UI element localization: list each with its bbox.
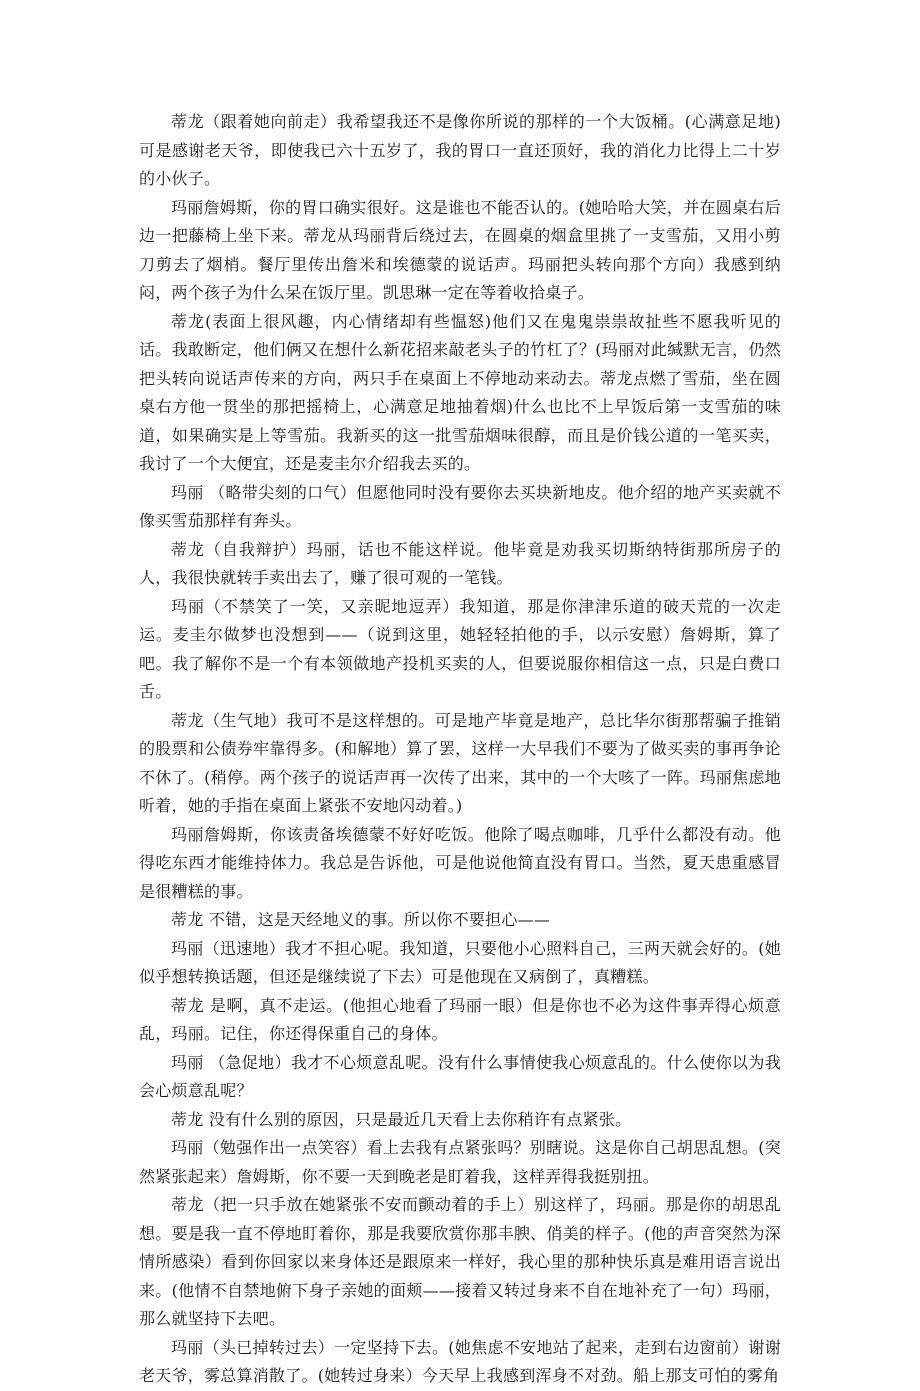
paragraph: 蒂龙（跟着她向前走）我希望我还不是像你所说的那样的一个大饭桶。(心满意足地)可是感谢老天爷，即使我已六十五岁了，我的胃口一直还顶好，我的消化力比得上二十岁的小伙子。 [139, 112, 781, 188]
paragraph: 玛丽（头已掉转过去）一定坚持下去。(她焦虑不安地站了起来，走到右边窗前）谢谢老天爷，雾总算消散了。(她转过身来）今天早上我感到浑身不对劲。船上那支可怕的雾角 [139, 1337, 781, 1385]
paragraph: 玛丽詹姆斯，你的胃口确实很好。这是谁也不能否认的。(她哈哈大笑，并在圆桌右后边一把藤椅上坐下来。蒂龙从玛丽背后绕过去，在圆桌的烟盒里挑了一支雪茄，又用小剪刀剪去了烟梢。餐厅里传出詹米和埃德蒙的说话声。玛丽把头转向那个方向）我感到纳闷，两个孩子为什么呆在饭厅里。凯思琳一定在等着收拾桌子。 [139, 197, 781, 302]
paragraph: 玛丽 （略带尖刻的口气）但愿他同时没有要你去买块新地皮。他介绍的地产买卖就不像买雪茄那样有奔头。 [139, 482, 781, 530]
paragraph: 蒂龙(表面上很风趣，内心情绪却有些愠怒)他们又在鬼鬼祟祟故扯些不愿我听见的话。我敢断定，他们俩又在想什么新花招来敲老头子的竹杠了？(玛丽对此缄默无言，仍然把头转向说话声传来的方向，两只手在桌面上不停地动来动去。蒂龙点燃了雪茄，坐在圆桌右方他一贯坐的那把摇椅上，心满意足地抽着烟)什么也比不上早饭后第一支雪茄的味道，如果确实是上等雪茄。我新买的这一批雪茄烟味很醇，而且是价钱公道的一笔买卖，我讨了一个大便宜，还是麦圭尔介绍我去买的。 [139, 311, 781, 473]
paragraph: 玛丽詹姆斯，你该责备埃德蒙不好好吃饭。他除了喝点咖啡，几乎什么都没有动。他得吃东西才能维持体力。我总是告诉他，可是他说他简直没有胃口。当然，夏天患重感冒是很糟糕的事。 [139, 824, 781, 901]
paragraph: 玛丽（不禁笑了一笑，又亲昵地逗弄）我知道，那是你津津乐道的破天荒的一次走运。麦圭尔做梦也没想到——（说到这里，她轻轻拍他的手，以示安慰）詹姆斯，算了吧。我了解你不是一个有本领做地产投机买卖的人，但要说服你相信这一点，只是白费口舌。 [139, 596, 781, 701]
paragraph: 玛丽（迅速地）我才不担心呢。我知道，只要他小心照料自己，三两天就会好的。(她似乎想转换话题，但还是继续说了下去）可是他现在又病倒了，真糟糕。 [139, 938, 781, 986]
document-page [139, 108, 781, 1391]
paragraph: 蒂龙 不错，这是天经地义的事。所以你不要担心—— [171, 910, 551, 929]
paragraph: 蒂龙（把一只手放在她紧张不安而颤动着的手上）别这样了，玛丽。那是你的胡思乱想。要是我一直不停地盯着你，那是我要欣赏你那丰腴、俏美的样子。(他的声音突然为深情所感染）看到你回家以来身体还是跟原来一样好，我心里的那种快乐真是难用语言说出来。(他情不自禁地俯下身子亲她的面颊——接着又转过身来不自在地补充了一句）玛丽，那么就坚持下去吧。 [139, 1195, 781, 1328]
paragraph: 玛丽（勉强作出一点笑容）看上去我有点紧张吗？别瞎说。这是你自己胡思乱想。(突然紧张起来）詹姆斯，你不要一天到晚老是盯着我，这样弄得我挺别扭。 [139, 1138, 781, 1186]
paragraph: 蒂龙（生气地）我可不是这样想的。可是地产毕竟是地产，总比华尔街那帮骗子推销的股票和公债券牢靠得多。(和解地）算了罢，这样一大早我们不要为了做买卖的事再争论不休了。(稍停。两个孩子的说话声再一次传了出来，其中的一个大咳了一阵。玛丽焦虑地听着，她的手指在桌面上紧张不安地闪动着。) [139, 710, 781, 815]
paragraph: 玛丽 （急促地）我才不心烦意乱呢。没有什么事情使我心烦意乱的。什么使你以为我会心烦意乱呢？ [139, 1052, 781, 1100]
paragraph: 蒂龙 没有什么别的原因，只是最近几天看上去你稍许有点紧张。 [171, 1109, 632, 1129]
paragraph: 蒂龙 是啊，真不走运。(他担心地看了玛丽一眼）但是你也不必为这件事弄得心烦意乱，玛丽。记住，你还得保重自己的身体。 [139, 995, 781, 1043]
paragraph: 蒂龙（自我辩护）玛丽，话也不能这样说。他毕竟是劝我买切斯纳特街那所房子的人，我很快就转手卖出去了，赚了很可观的一笔钱。 [139, 539, 781, 587]
